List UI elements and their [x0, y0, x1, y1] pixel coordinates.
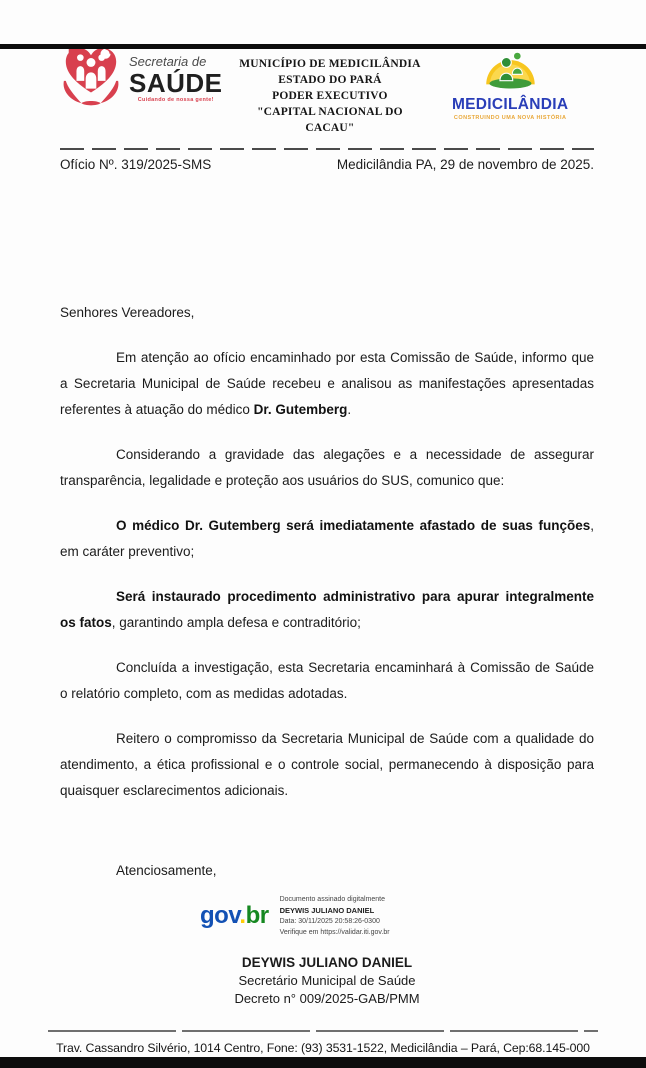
signer-decree: Decreto n° 009/2025-GAB/PMM [234, 991, 420, 1006]
document-meta-row [60, 156, 594, 174]
photo-bottom-border [0, 1057, 646, 1068]
govbr-logo [200, 902, 269, 930]
medicilandia-wordmark: MEDICILÂNDIA [451, 96, 569, 113]
medicilandia-logo [426, 44, 594, 121]
paragraph-3 [60, 513, 594, 565]
paragraph-1-period: . [347, 402, 352, 417]
salutation: Senhores Vereadores, [60, 305, 195, 320]
photo-top-border [0, 44, 646, 49]
municipality-line2: ESTADO DO PARÁ [278, 74, 382, 86]
municipality-heading [234, 56, 427, 136]
stamp-signer-name: DEYWIS JULIANO DANIEL [279, 906, 375, 915]
footer-address: Trav. Cassandro Silvério, 1014 Centro, Fone: (93) 3531-1522, Medicilândia – Pará, Cep:68.145-000 [56, 1041, 590, 1055]
paragraph-1-bold: Dr. Gutemberg [253, 402, 348, 417]
footer-divider [48, 1030, 598, 1032]
municipality-line1: MUNICÍPIO DE MEDICILÂNDIA [239, 58, 421, 70]
municipality-line3: PODER EXECUTIVO [272, 90, 388, 102]
medicilandia-tagline: CONSTRUINDO UMA NOVA HISTÓRIA [453, 114, 567, 121]
paragraph-6: Reitero o compromisso da Secretaria Municipal de Saúde com a qualidade do atendimento, a ética profissional e o controle social, permanecendo à disposição para quaisquer esclarecimentos adicionais. [60, 731, 594, 798]
saude-tagline: Cuidando de nossa gente! [137, 97, 214, 104]
govbr-gov: gov [200, 902, 240, 929]
paragraph-4-bold: Será instaurado procedimento administrativo para apurar integralmente os fatos [60, 589, 594, 630]
saude-label: SAÚDE [129, 68, 223, 99]
paragraph-4 [60, 584, 594, 636]
paragraph-3-rest: , em caráter preventivo; [60, 518, 594, 559]
signer-name: DEYWIS JULIANO DANIEL [241, 955, 413, 970]
paragraph-1 [60, 345, 594, 423]
paragraph-5: Concluída a investigação, esta Secretaria encaminhará à Comissão de Saúde o relatório completo, com as medidas adotadas. [60, 660, 594, 701]
sun-people-icon [478, 44, 542, 94]
health-secretariat-wordmark [129, 55, 223, 104]
paragraph-4-rest: , garantindo ampla defesa e contraditório; [111, 615, 361, 630]
stamp-verify-url: Verifique em https://validar.iti.gov.br [279, 929, 390, 936]
letter-footer [0, 1030, 646, 1055]
paragraph-3-bold: O médico Dr. Gutemberg será imediatamente afastado de suas funções [116, 518, 591, 533]
paragraph-2: Considerando a gravidade das alegações e a necessidade de assegurar transparência, legalidade e proteção aos usuários do SUS, comunico que: [60, 447, 594, 488]
health-secretariat-logo [60, 44, 234, 115]
govbr-dot: . [239, 902, 246, 929]
signature-block [60, 954, 594, 1008]
header-divider [60, 148, 594, 150]
govbr-br: br [245, 902, 269, 929]
dateline: Medicilândia PA, 29 de novembro de 2025. [336, 157, 594, 172]
secretaria-de-label: Secretaria de [129, 54, 207, 70]
oficio-number: Ofício Nº. 319/2025-SMS [60, 157, 212, 172]
stamp-details [280, 894, 390, 938]
signer-role: Secretário Municipal de Saúde [238, 973, 416, 988]
letterhead [60, 44, 594, 136]
closing-word: Atenciosamente, [116, 863, 217, 878]
municipality-line4: "CAPITAL NACIONAL DO CACAU" [257, 106, 403, 134]
paragraph-1-text: Em atenção ao ofício encaminhado por esta Comissão de Saúde, informo que a Secretaria Municipal de Saúde recebeu e analisou as manifestações apresentadas referentes à atuação do médico [60, 350, 594, 417]
letter-body [60, 300, 594, 884]
document-page [0, 44, 646, 1008]
stamp-line1: Documento assinado digitalmente [279, 896, 386, 903]
heart-family-icon [60, 44, 122, 115]
stamp-date: Data: 30/11/2025 20:58:26-0300 [279, 918, 380, 925]
digital-signature-stamp [200, 894, 594, 938]
